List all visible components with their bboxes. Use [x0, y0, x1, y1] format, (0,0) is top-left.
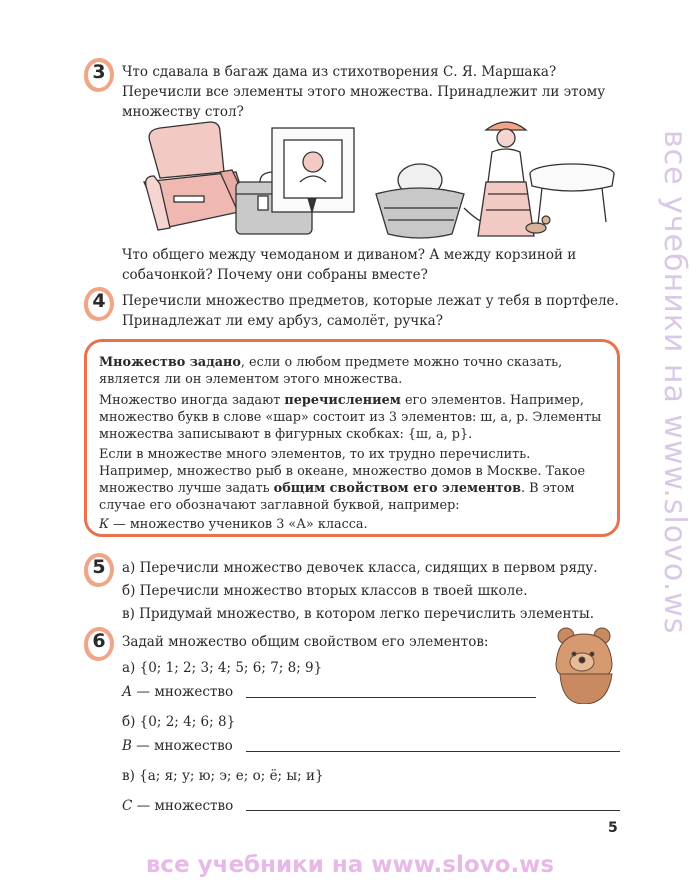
task-6-b-set: б) {0; 2; 4; 6; 8} — [122, 714, 236, 730]
task-4-badge — [84, 287, 114, 321]
task-6-a-set: а) {0; 1; 2; 3; 4; 5; 6; 7; 8; 9} — [122, 660, 323, 676]
task-3-question: Что сдавала в багаж дама из стихотворения С. Я. Маршака? Перечисли все элементы этого множества. Принадлежит ли этому множеству стол? — [122, 64, 606, 120]
luggage-illustration — [140, 112, 620, 244]
task-6-intro: Задай множество общим свойством его элементов: — [122, 634, 489, 650]
rule-paragraph-3: Если в множестве много элементов, то их трудно перечислить. Например, множество рыб в океане, множество домов в Москве. Такое множество лучше задать общим свойством его элементов. В этом случае его обозначают заглавной буквой, например: — [99, 447, 586, 513]
task-4-number: 4 — [92, 290, 106, 312]
bottom-watermark: все учебники на www.slovo.ws — [145, 852, 555, 878]
task-3-number: 3 — [92, 61, 106, 83]
task-5-a: а) Перечисли множество девочек класса, сидящих в первом ряду. — [122, 560, 598, 576]
rule-box — [84, 339, 620, 537]
rule-paragraph-1: Множество задано, если о любом предмете можно точно сказать, является ли он элементом этого множества. — [99, 355, 563, 387]
task-4-text: Перечисли множество предметов, которые лежат у тебя в портфеле. Принадлежат ли ему арбуз, самолёт, ручка? — [122, 293, 619, 329]
sofa-image — [144, 122, 250, 230]
lady-image — [478, 122, 534, 236]
task-3-followup: Что общего между чемоданом и диваном? А между корзиной и собачонкой? Почему они собраны вместе? — [122, 247, 577, 283]
rule-paragraph-2: Множество иногда задают перечислением его элементов. Например, множество букв в слове «шар» состоит из 3 элементов: ш, а, р. Элементы множества записывают в фигурных скобках: {ш, а, р}. — [99, 393, 602, 442]
task-6-b-answer-line[interactable] — [246, 751, 620, 752]
bear-image — [552, 624, 620, 704]
task-5-badge — [84, 553, 114, 587]
task-6-a-label: А — множество — [122, 684, 234, 700]
task-6-b-label: В — множество — [122, 738, 233, 754]
task-6-number: 6 — [92, 630, 106, 652]
task-6-c-set: в) {а; я; у; ю; э; е; о; ё; ы; и} — [122, 768, 324, 784]
task-6-a-answer-line[interactable] — [246, 697, 536, 698]
side-watermark: все учебники на www.slovo.ws — [657, 130, 692, 635]
picture-image — [272, 128, 354, 212]
task-6-badge — [84, 627, 114, 661]
task-6-c-answer-line[interactable] — [246, 810, 620, 811]
rule-paragraph-4: К — множество учеников 3 «А» класса. — [99, 517, 368, 532]
rule-term: Множество задано — [99, 355, 241, 370]
task-5-number: 5 — [92, 556, 106, 578]
task-6-c-label: С — множество — [122, 798, 234, 814]
task-5-c: в) Придумай множество, в котором легко перечислить элементы. — [122, 606, 595, 622]
table-image — [530, 164, 614, 224]
task-5-b: б) Перечисли множество вторых классов в твоей школе. — [122, 583, 528, 599]
page-number: 5 — [608, 820, 618, 836]
task-3-badge — [84, 58, 114, 92]
